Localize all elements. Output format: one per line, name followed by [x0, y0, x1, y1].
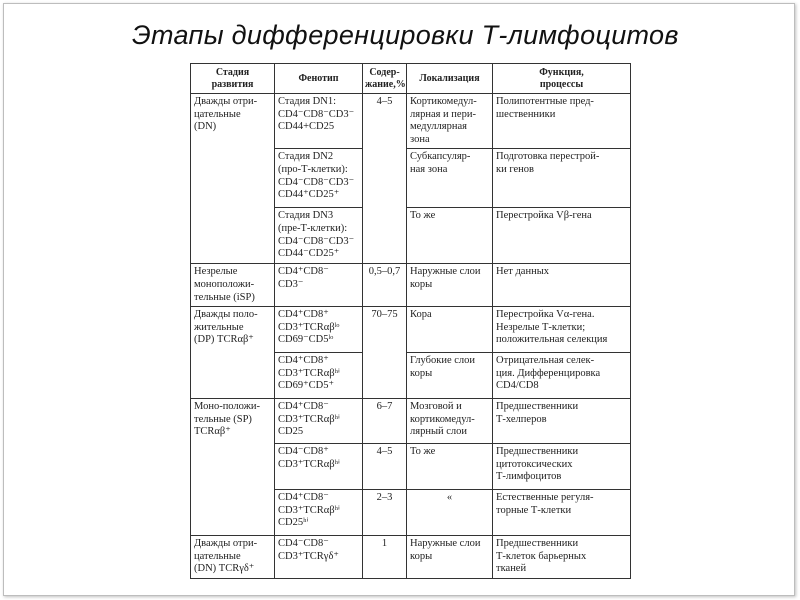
cell-function: Предшественники Т-хелперов: [493, 399, 631, 444]
cell-stage: Незрелые моноположи- тельные (iSP): [191, 264, 275, 307]
cell-content: 1: [363, 536, 407, 579]
cell-localization: То же: [407, 444, 493, 490]
table-row: [191, 399, 631, 444]
cell-content: 70–75: [363, 307, 407, 399]
cell-phenotype: Стадия DN1: CD4⁻CD8⁻CD3⁻ CD44+CD25: [275, 94, 363, 149]
cell-localization: Кортикомедул- лярная и пери- медуллярная зона: [407, 94, 493, 149]
header-phenotype: Фенотип: [275, 64, 363, 94]
table-header-row: [191, 64, 631, 94]
cell-function: Подготовка перестрой- ки генов: [493, 149, 631, 208]
header-content: Содер- жание,%: [363, 64, 407, 94]
cell-stage: Дважды поло- жительные (DP) TCRαβ⁺: [191, 307, 275, 399]
cell-function: Предшественники цитотоксических Т-лимфоцитов: [493, 444, 631, 490]
table-row: [191, 307, 631, 353]
table-row: [191, 94, 631, 149]
header-localization: Локализация: [407, 64, 493, 94]
cell-stage: Моно-положи- тельные (SP) TCRαβ⁺: [191, 399, 275, 536]
cell-localization: «: [407, 490, 493, 536]
cell-content: 0,5–0,7: [363, 264, 407, 307]
cell-localization: Кора: [407, 307, 493, 353]
cell-localization: Глубокие слои коры: [407, 353, 493, 399]
cell-stage: Дважды отри- цательные (DN) TCRγδ⁺: [191, 536, 275, 579]
cell-localization: То же: [407, 208, 493, 264]
differentiation-table-wrapper: [190, 63, 630, 579]
differentiation-table: [190, 63, 631, 579]
cell-localization: Наружные слои коры: [407, 264, 493, 307]
cell-content: 4–5: [363, 94, 407, 264]
cell-phenotype: Стадия DN2 (про-Т-клетки): CD4⁻CD8⁻CD3⁻ CD44⁺CD25⁺: [275, 149, 363, 208]
cell-function: Нет данных: [493, 264, 631, 307]
table-row: [191, 536, 631, 579]
cell-localization: Мозговой и кортикомедул- лярный слои: [407, 399, 493, 444]
cell-content: 2–3: [363, 490, 407, 536]
slide-title: Этапы дифференцировки Т-лимфоцитов: [132, 20, 679, 50]
cell-stage: Дважды отри- цательные (DN): [191, 94, 275, 264]
cell-phenotype: CD4⁺CD8⁺ CD3⁺TCRαβʰⁱ CD69⁺CD5⁺: [275, 353, 363, 399]
cell-content: 4–5: [363, 444, 407, 490]
cell-function: Предшественники Т-клеток барьерных тканей: [493, 536, 631, 579]
cell-function: Перестройка Vβ-гена: [493, 208, 631, 264]
cell-phenotype: CD4⁻CD8⁺ CD3⁺TCRαβʰⁱ: [275, 444, 363, 490]
cell-function: Перестройка Vα-гена. Незрелые Т-клетки; положительная селекция: [493, 307, 631, 353]
cell-phenotype: CD4⁻CD8⁻ CD3⁺TCRγδ⁺: [275, 536, 363, 579]
header-stage: Стадия развития: [191, 64, 275, 94]
cell-function: Отрицательная селек- ция. Дифференцировка CD4/CD8: [493, 353, 631, 399]
cell-function: Естественные регуля- торные Т-клетки: [493, 490, 631, 536]
cell-phenotype: CD4⁺CD8⁻ CD3⁺TCRαβʰⁱ CD25ʰⁱ: [275, 490, 363, 536]
cell-phenotype: CD4⁺CD8⁻ CD3⁺TCRαβʰⁱ CD25: [275, 399, 363, 444]
cell-phenotype: CD4⁺CD8⁻ CD3⁻: [275, 264, 363, 307]
cell-localization: Наружные слои коры: [407, 536, 493, 579]
cell-phenotype: Стадия DN3 (пре-Т-клетки): CD4⁻CD8⁻CD3⁻ CD44⁻CD25⁺: [275, 208, 363, 264]
cell-function: Полипотентные пред- шественники: [493, 94, 631, 149]
cell-content: 6–7: [363, 399, 407, 444]
header-function: Функция, процессы: [493, 64, 631, 94]
table-row: [191, 264, 631, 307]
cell-localization: Субкапсуляр- ная зона: [407, 149, 493, 208]
cell-phenotype: CD4⁺CD8⁺ CD3⁺TCRαβˡᵒ CD69⁻CD5ˡᵒ: [275, 307, 363, 353]
